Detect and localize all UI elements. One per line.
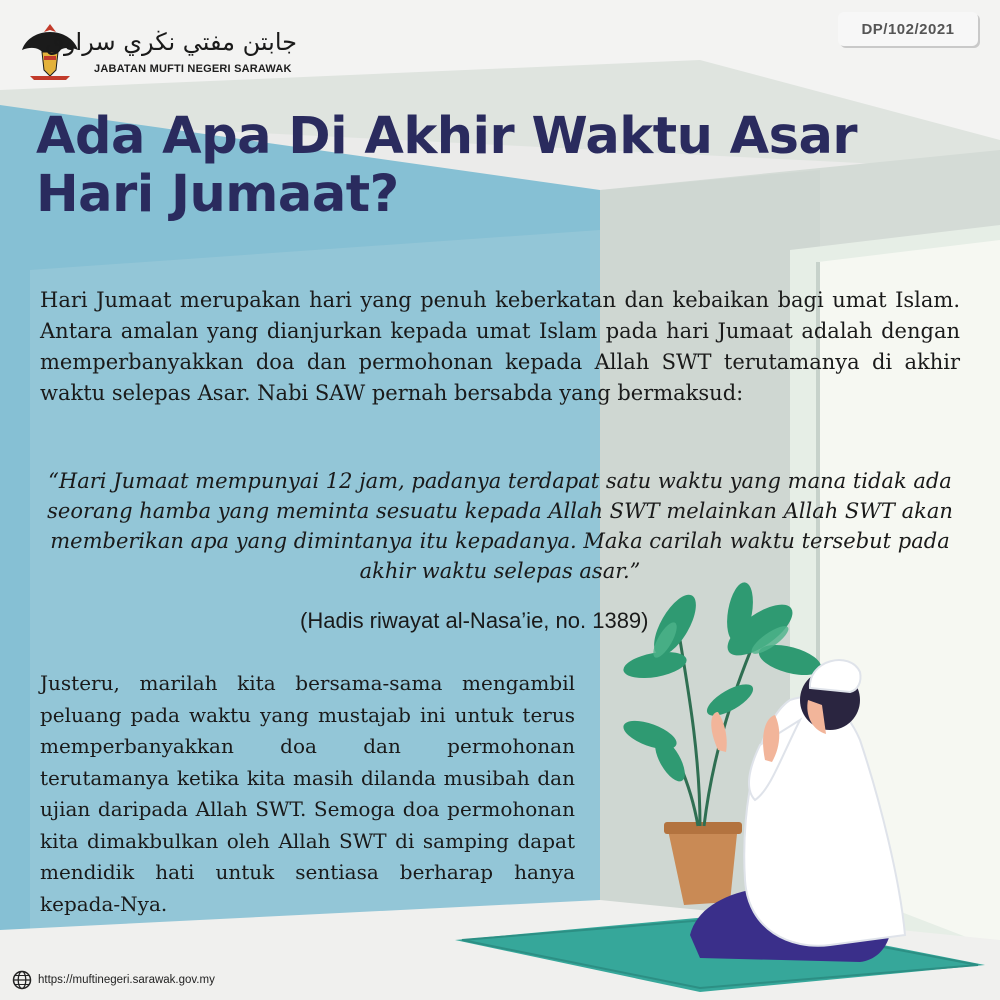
org-name: JABATAN MUFTI NEGERI SARAWAK [94, 63, 292, 75]
hadith-quote: “Hari Jumaat mempunyai 12 jam, padanya terdapat satu waktu yang mana tidak ada seorang hamba yang meminta sesuatu kepada Allah SWT melainkan Allah SWT akan memberikan apa yang dimintanya itu kepadanya. Maka carilah waktu tersebut pada akhir waktu selepas asar.” [47, 469, 953, 583]
reference-code: DP/102/2021 [861, 20, 955, 38]
globe-icon [12, 970, 32, 990]
svg-text:جابتن مفتي نڬري سراوق: جابتن مفتي نڬري سراوق [45, 28, 297, 56]
reference-tab [838, 12, 978, 46]
closing-paragraph: Justeru, marilah kita bersama-sama mengambil peluang pada waktu yang mustajab ini untuk terus memperbanyakkan doa dan permohonan terutamanya ketika kita masih dilanda musibah dan ujian daripada Allah SWT. Semoga doa permohonan kita dimakbulkan oleh Allah SWT di samping dapat mendidik hati untuk sentiasa berharap hanya kepada-Nya. [40, 671, 575, 916]
org-jawi-wordmark [45, 16, 302, 62]
footer [12, 970, 215, 990]
intro-paragraph: Hari Jumaat merupakan hari yang penuh keberkatan dan kebaikan bagi umat Islam. Antara amalan yang dianjurkan kepada umat Islam pada hari Jumaat adalah dengan memperbanyakkan doa dan permohonan kepada Allah SWT terutamanya di akhir waktu selepas Asar. Nabi SAW pernah bersabda yang bermaksud: [40, 288, 960, 405]
page-title: Ada Apa Di Akhir Waktu Asar Hari Jumaat? [36, 107, 858, 224]
hadith-citation: (Hadis riwayat al-Nasa’ie, no. 1389) [300, 608, 649, 633]
website-link[interactable]: https://muftinegeri.sarawak.gov.my [38, 974, 215, 986]
